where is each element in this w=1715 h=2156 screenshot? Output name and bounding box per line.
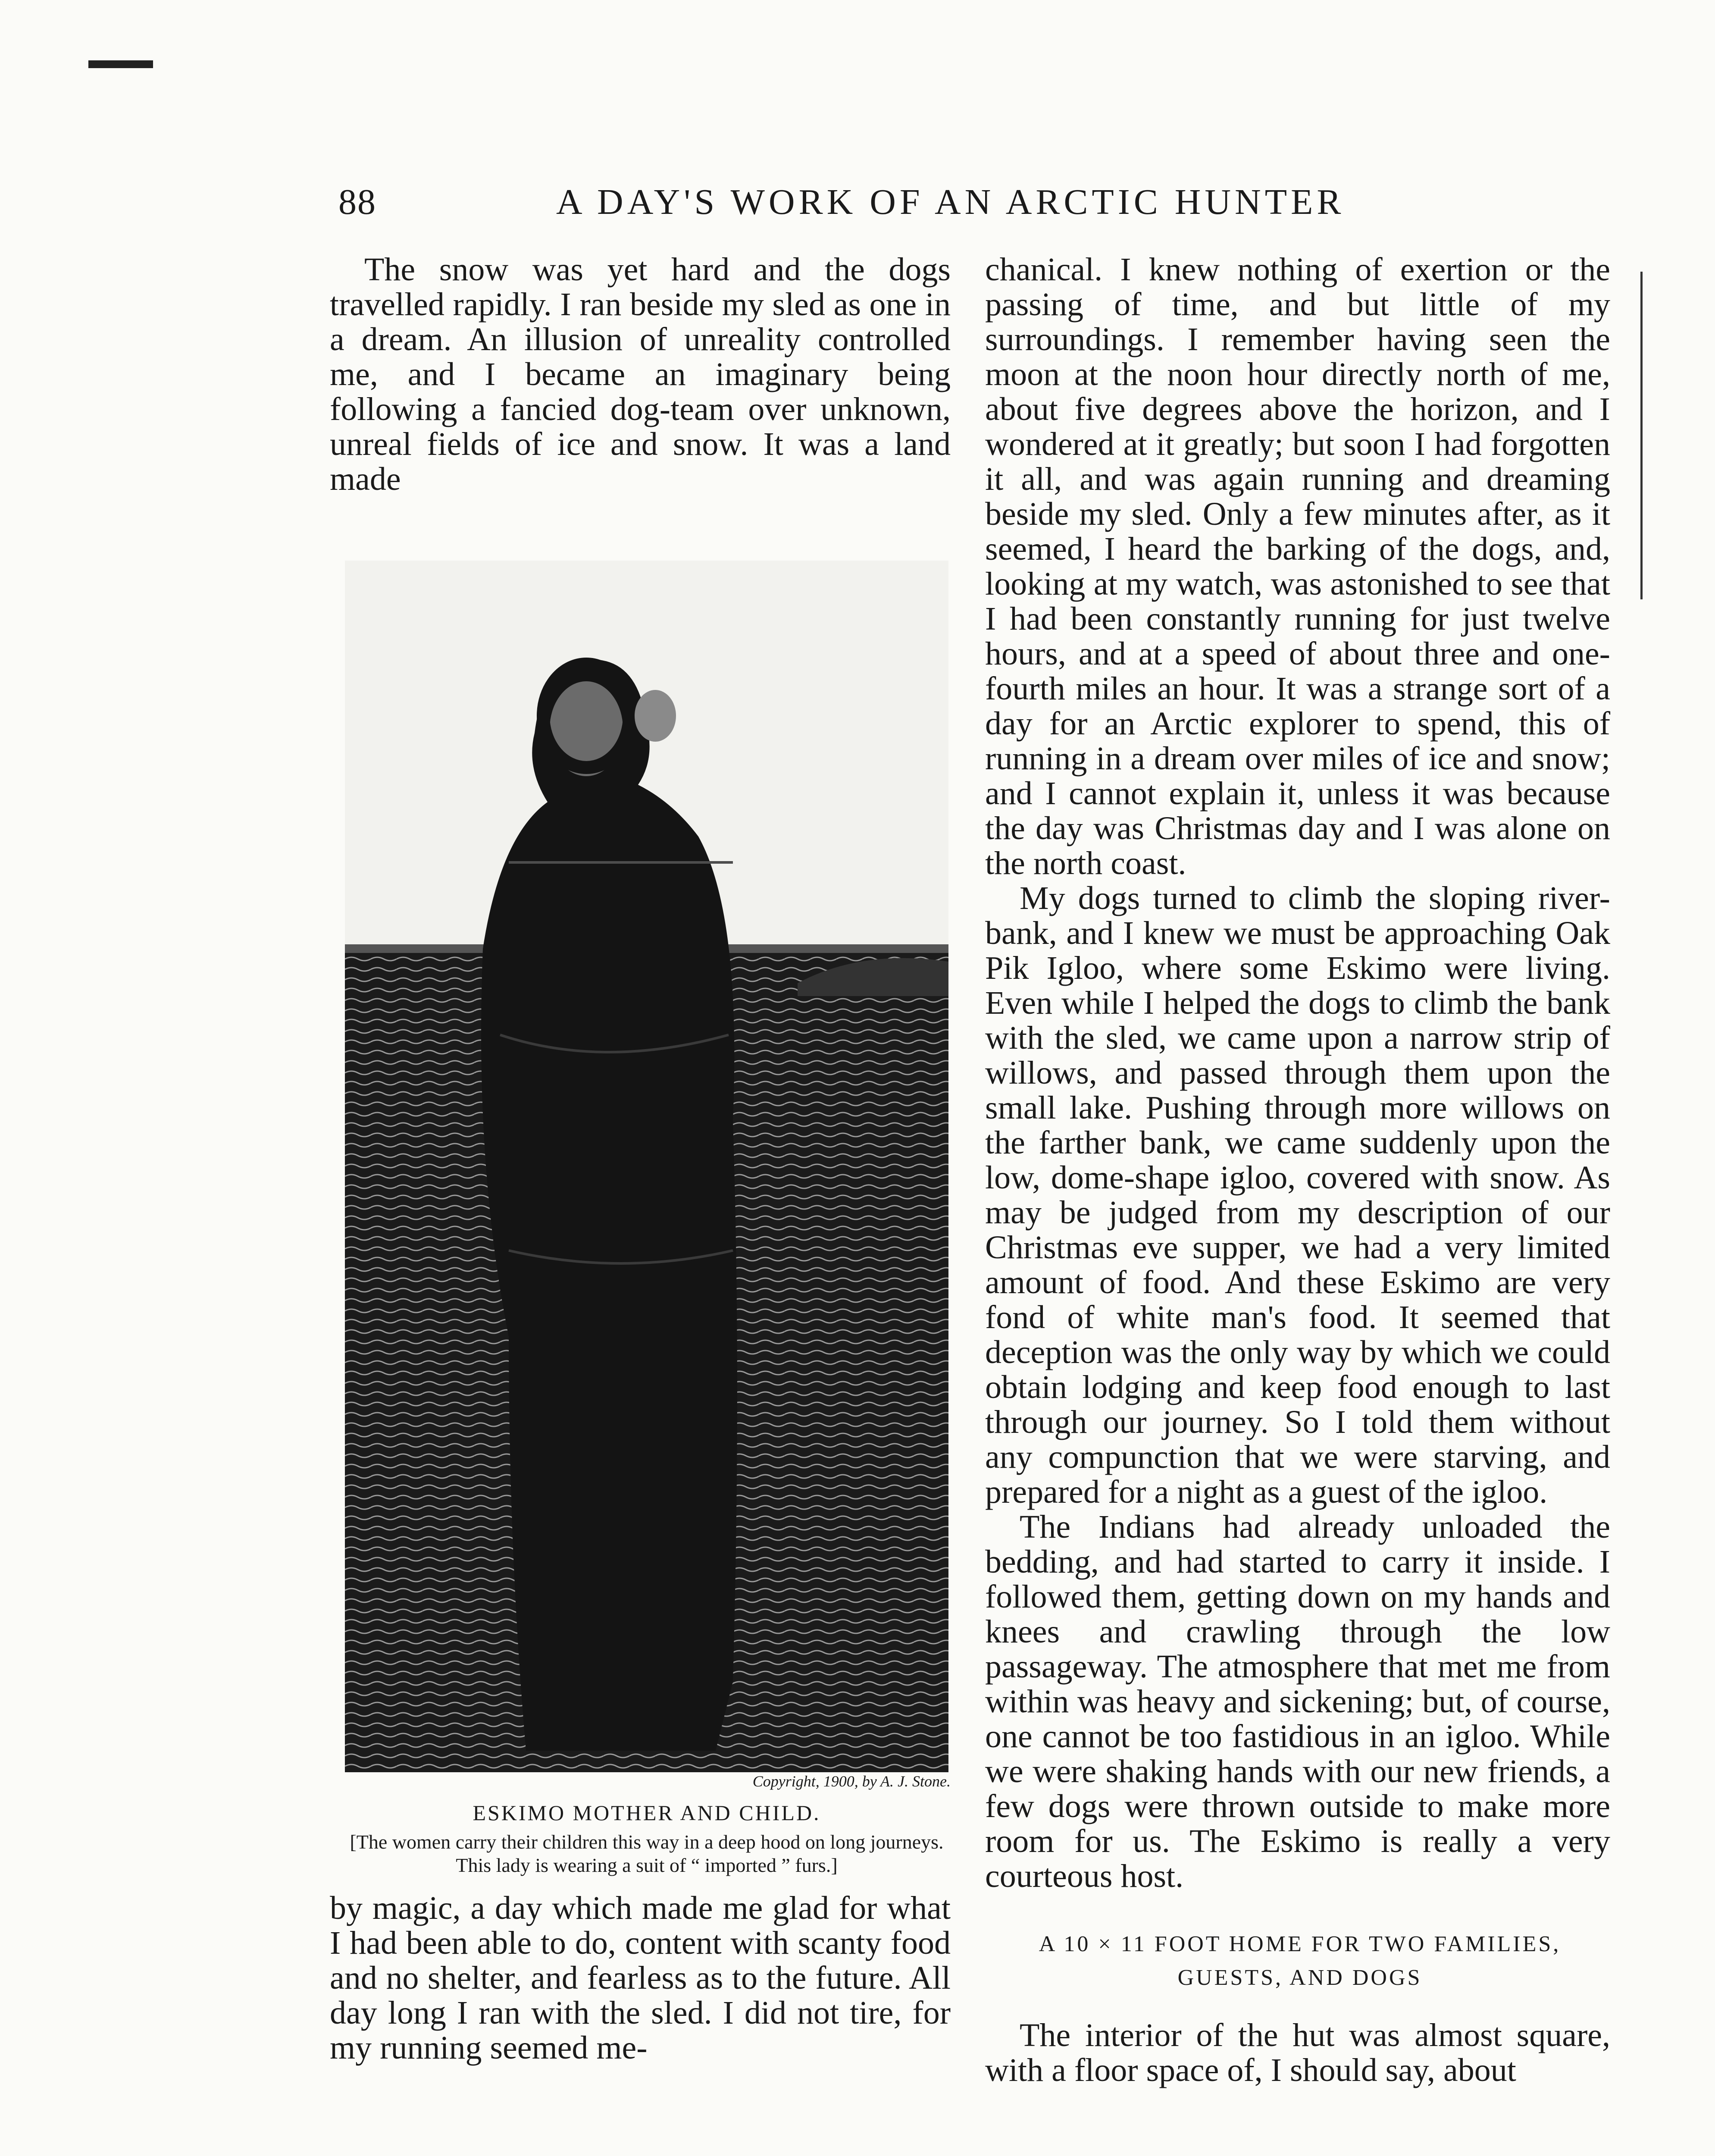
paragraph: by magic, a day which made me glad for what I had been able to do, content with scanty food and no shelter, and fearless as to the future. All day long I ran with the sled. I did not tire, for my running seemed me- xyxy=(330,1890,951,2066)
left-column-top xyxy=(330,252,951,497)
paragraph: The interior of the hut was almost square, with a floor space of, I should say, about xyxy=(985,2017,1610,2088)
left-column-bottom xyxy=(330,1891,951,2065)
paragraph: The snow was yet hard and the dogs travelled rapidly. I ran beside my sled as one in a dream. An illusion of unreality controlled me, and I became an imaginary being following a fancied dog-team over unknown, unreal fields of ice and snow. It was a land made xyxy=(330,251,951,497)
section-heading xyxy=(992,1927,1608,1995)
photograph-eskimo-mother-and-child xyxy=(345,561,948,1772)
scan-edge-mark xyxy=(88,60,153,68)
paragraph: chanical. I knew nothing of exertion or the passing of time, and but little of my surroundings. I remember having seen the moon at the noon hour directly north of me, about five degrees above the horizon, and I wondered at it greatly; but soon I had forgotten it all, and was again running and dreaming beside my sled. Only a few minutes after, as it seemed, I heard the barking of the dogs, and, looking at my watch, was astonished to see that I had been constantly running for just twelve hours, and at a speed of about three and one-fourth miles an hour. It was a strange sort of a day for an Arctic explorer to spend, this of running in a dream over miles of ice and snow; and I cannot explain it, unless it was because the day was Christmas day and I was alone on the north coast. xyxy=(985,251,1610,881)
scan-right-edge-line xyxy=(1640,272,1643,599)
section-heading-line: GUESTS, AND DOGS xyxy=(1177,1965,1422,1990)
page-number: 88 xyxy=(338,182,376,222)
right-column xyxy=(985,252,1610,1894)
caption-note: [The women carry their children this way in a deep hood on long journeys. This lady is wearing a suit of “ imported ” furs.] xyxy=(350,1831,944,1876)
paragraph: The Indians had already unloaded the bedding, and had started to carry it inside. I followed them, getting down on my hands and knees and crawling through the low passageway. The atmosphere that met me from within was heavy and sickening; but, of course, one cannot be too fastidious in an igloo. While we were shaking hands with our new friends, a few dogs were thrown outside to make more room for us. The Eskimo is really a very courteous host. xyxy=(985,1509,1610,1894)
paragraph: My dogs turned to climb the sloping river-bank, and I knew we must be approaching Oak Pik Igloo, where some Eskimo were living. Even while I helped the dogs to climb the bank with the sled, we came upon a narrow strip of willows, and passed through them upon the small lake. Pushing through more willows on the farther bank, we came suddenly upon the low, dome-shape igloo, covered with snow. As may be judged from my description of our Christmas eve supper, we had a very limited amount of food. And these Eskimo are very fond of white man's food. It seemed that deception was the only way by which we could obtain lodging and keep food enough to last through our journey. So I told them without any compunction that we were starving, and prepared for a night as a guest of the igloo. xyxy=(985,880,1610,1510)
right-column-bottom xyxy=(985,2018,1610,2088)
caption-title: ESKIMO MOTHER AND CHILD. xyxy=(473,1801,821,1825)
section-heading-line: A 10 × 11 FOOT HOME FOR TWO FAMILIES, xyxy=(1039,1932,1561,1956)
photo-illustration xyxy=(345,561,948,1772)
photo-credit: Copyright, 1900, by A. J. Stone. xyxy=(752,1773,951,1790)
running-head: A DAY'S WORK OF AN ARCTIC HUNTER xyxy=(556,182,1345,222)
